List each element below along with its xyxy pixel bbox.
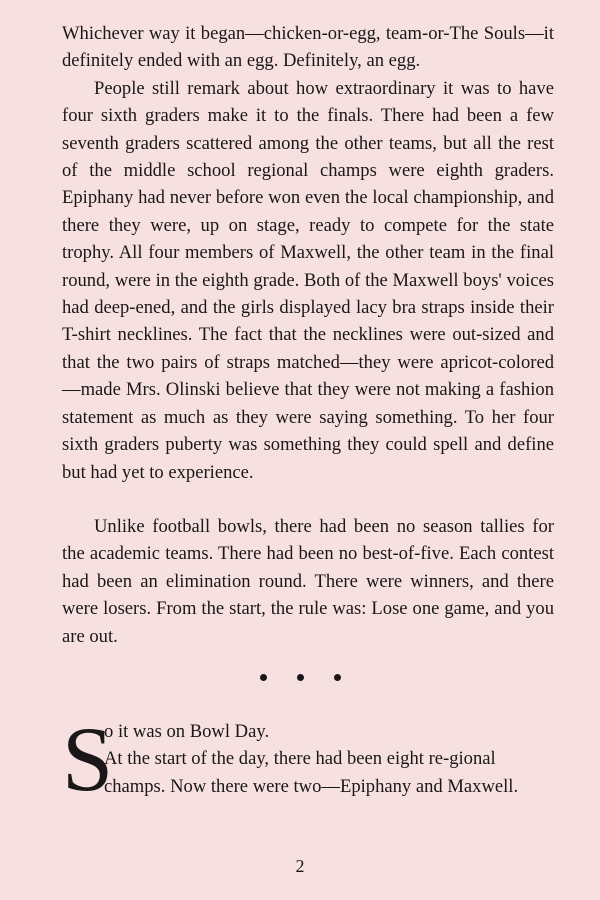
section-break-dot (260, 674, 267, 681)
drop-cap: S (62, 708, 114, 810)
section-break (0, 674, 600, 681)
section-first-line: o it was on Bowl Day. (104, 721, 270, 742)
body-text (62, 20, 554, 650)
section-break-dot (334, 674, 341, 681)
page-number: 2 (295, 856, 305, 876)
paragraph-1: Whichever way it began—chicken-or-egg, team-or-The Souls—it definitely ended with an egg. Definitely, an egg. (62, 23, 554, 72)
paragraph-2: People still remark about how extraordinary it was to have four sixth graders make it to the finals. There had been a few seventh graders scattered among the other teams, but all the rest of the middle school regional champs were eighth graders. Epiphany had never before won even the local championship, and there they were, up on stage, ready to compete for the state trophy. All four members of Maxwell, the other team in the final round, were in the eighth grade. Both of the Maxwell boys' voices had deep-ened, and the girls displayed lacy bra straps inside their T-shirt necklines. The fact that the necklines were out-sized and that the two pairs of straps matched—they were apricot-colored—made Mrs. Olinski believe that they were not making a fashion statement as much as they were saying something. To her four sixth graders puberty was something they could spell and define but had yet to experience. (62, 77, 554, 483)
new-section (62, 708, 554, 810)
section-break-dot (297, 674, 304, 681)
section-paragraph: At the start of the day, there had been eight re-gional champs. Now there were two—Epiphany and Maxwell. (104, 748, 519, 797)
paragraph-3: Unlike football bowls, there had been no season tallies for the academic teams. There had been no best-of-five. Each contest had been an elimination round. There were winners, and there were losers. From the start, the rule was: Lose one game, and you are out. (62, 515, 554, 647)
